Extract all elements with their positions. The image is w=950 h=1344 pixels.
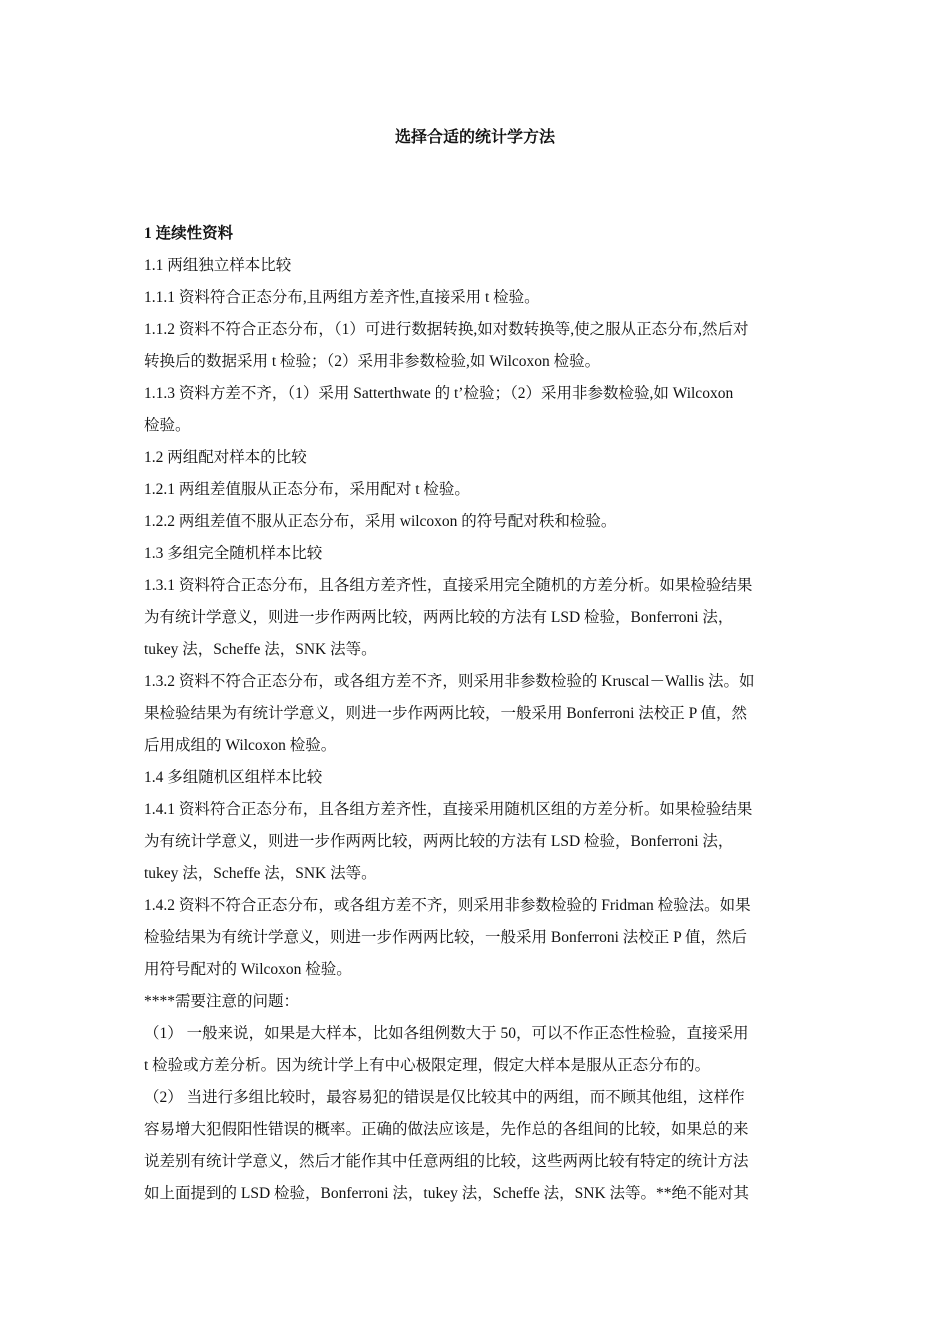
paragraph-line: 果检验结果为有统计学意义，则进一步作两两比较，一般采用 Bonferroni 法校正 P 值，然 bbox=[144, 705, 748, 722]
paragraph-line: 1.3.2 资料不符合正态分布，或各组方差不齐，则采用非参数检验的 Kruscal－Wallis 法。如 bbox=[144, 673, 755, 690]
paragraph-line: （1） 一般来说，如果是大样本，比如各组例数大于 50，可以不作正态性检验，直接采用 bbox=[144, 1025, 749, 1042]
paragraph-line: （2） 当进行多组比较时，最容易犯的错误是仅比较其中的两组，而不顾其他组，这样作 bbox=[144, 1089, 745, 1106]
notes-heading: ****需要注意的问题： bbox=[144, 993, 300, 1010]
paragraph-line: 1.3.1 资料符合正态分布，且各组方差齐性，直接采用完全随机的方差分析。如果检验结果 bbox=[144, 577, 753, 594]
paragraph-line: 用符号配对的 Wilcoxon 检验。 bbox=[144, 961, 352, 978]
paragraph-line: 1.1.1 资料符合正态分布,且两组方差齐性,直接采用 t 检验。 bbox=[144, 289, 540, 306]
paragraph-line: 为有统计学意义，则进一步作两两比较，两两比较的方法有 LSD 检验，Bonferroni 法， bbox=[144, 833, 734, 850]
subsection-heading-1-2: 1.2 两组配对样本的比较 bbox=[144, 449, 307, 466]
paragraph-line: 1.1.3 资料方差不齐，（1）采用 Satterthwate 的 t’检验；（2）采用非参数检验,如 Wilcoxon bbox=[144, 385, 734, 402]
paragraph-line: 1.4.2 资料不符合正态分布，或各组方差不齐，则采用非参数检验的 Fridman 检验法。如果 bbox=[144, 897, 751, 914]
paragraph-line: tukey 法，Scheffe 法，SNK 法等。 bbox=[144, 641, 377, 658]
paragraph-line: 如上面提到的 LSD 检验，Bonferroni 法，tukey 法，Scheffe 法，SNK 法等。**绝不能对其 bbox=[144, 1185, 750, 1202]
paragraph-line: 说差别有统计学意义，然后才能作其中任意两组的比较，这些两两比较有特定的统计方法 bbox=[144, 1153, 749, 1170]
paragraph-line: 转换后的数据采用 t 检验；（2）采用非参数检验,如 Wilcoxon 检验。 bbox=[144, 353, 601, 370]
paragraph-line: 1.4.1 资料符合正态分布，且各组方差齐性，直接采用随机区组的方差分析。如果检验结果 bbox=[144, 801, 753, 818]
paragraph-line: 1.2.2 两组差值不服从正态分布，采用 wilcoxon 的符号配对秩和检验。 bbox=[144, 513, 617, 530]
subsection-heading-1-3: 1.3 多组完全随机样本比较 bbox=[144, 545, 323, 562]
paragraph-line: 检验。 bbox=[144, 417, 191, 434]
subsection-heading-1-4: 1.4 多组随机区组样本比较 bbox=[144, 769, 323, 786]
subsection-heading-1-1: 1.1 两组独立样本比较 bbox=[144, 257, 292, 274]
document-title: 选择合适的统计学方法 bbox=[394, 129, 555, 146]
paragraph-line: 容易增大犯假阳性错误的概率。正确的做法应该是，先作总的各组间的比较，如果总的来 bbox=[144, 1121, 749, 1138]
paragraph-line: 为有统计学意义，则进一步作两两比较，两两比较的方法有 LSD 检验，Bonferroni 法， bbox=[144, 609, 734, 626]
paragraph-line: 检验结果为有统计学意义，则进一步作两两比较，一般采用 Bonferroni 法校正 P 值，然后 bbox=[144, 929, 748, 946]
paragraph-line: 后用成组的 Wilcoxon 检验。 bbox=[144, 737, 337, 754]
section-heading-continuous-data: 1 连续性资料 bbox=[144, 225, 234, 242]
paragraph-line: tukey 法，Scheffe 法，SNK 法等。 bbox=[144, 865, 377, 882]
document-body bbox=[144, 218, 808, 1210]
paragraph-line: t 检验或方差分析。因为统计学上有中心极限定理，假定大样本是服从正态分布的。 bbox=[144, 1057, 711, 1074]
paragraph-line: 1.2.1 两组差值服从正态分布，采用配对 t 检验。 bbox=[144, 481, 470, 498]
paragraph-line: 1.1.2 资料不符合正态分布，（1）可进行数据转换,如对数转换等,使之服从正态分布,然后对 bbox=[144, 321, 749, 338]
